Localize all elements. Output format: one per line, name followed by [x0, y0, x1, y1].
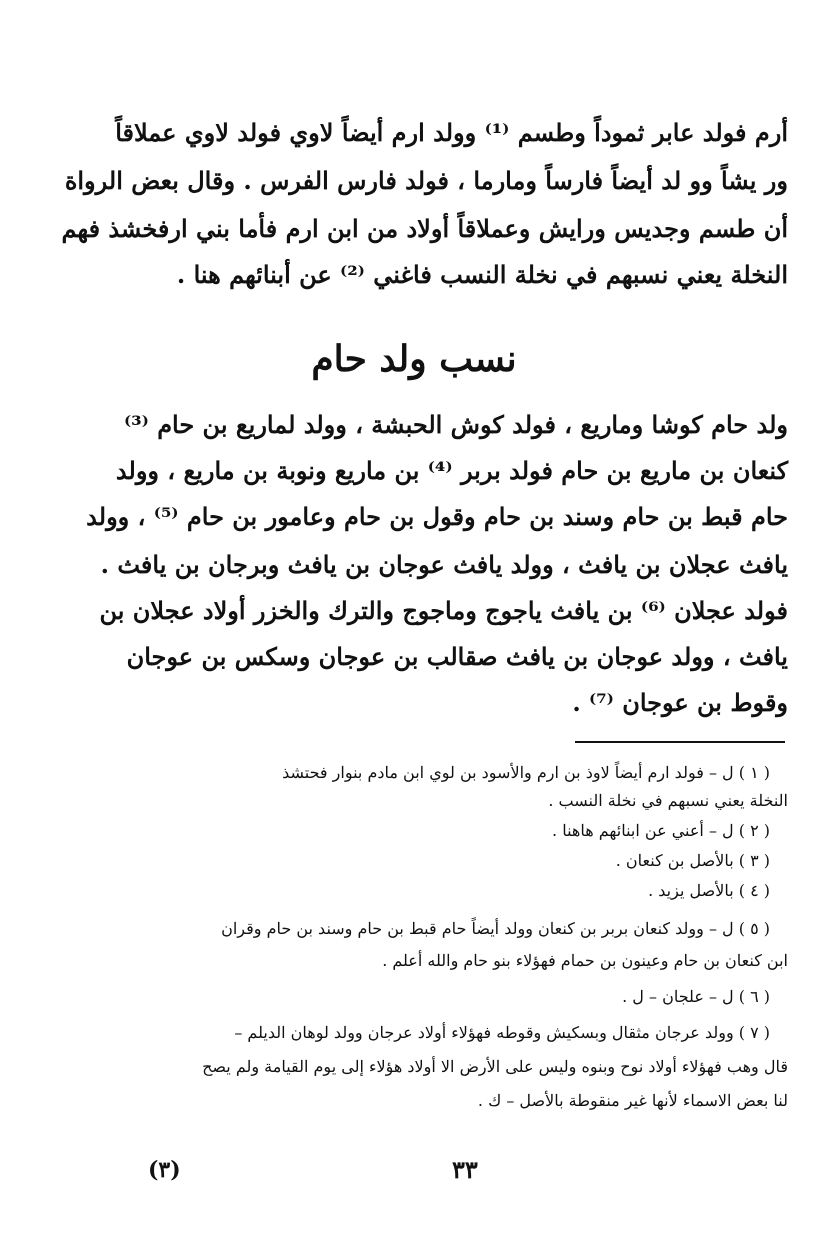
- page-number: ٣٣: [452, 1155, 478, 1184]
- paragraph-2-line-7: وقوط بن عوجان ⁽⁷⁾ .: [572, 688, 788, 717]
- paragraph-1-line-3: أن طسم وجديس ورايش وعملاقاً أولاد من ابن ارم فأما بني ارفخشذ فهم: [61, 214, 788, 243]
- paragraph-1-line-1: أرم فولد عابر ثموداً وطسم ⁽¹⁾ وولد ارم أيضاً لاوي فولد لاوي عملاقاً: [115, 118, 788, 147]
- paragraph-2-line-1: ولد حام كوشا وماريع ، فولد كوش الحبشة ، وولد لماريع بن حام ⁽³⁾: [124, 410, 788, 439]
- footnote-1-line-1: ( ١ ) ل – فولد ارم أيضاً لاوذ بن ارم والأسود بن لوي ابن مادم بنوار فحتشذ: [282, 763, 770, 782]
- footnote-7-line-2: قال وهب فهؤلاء أولاد نوح وبنوه وليس على الأرض الا أولاد هؤلاء إلى يوم القيامة ولم يصح: [202, 1057, 788, 1076]
- paragraph-1-line-4: النخلة يعني نسبهم في نخلة النسب فاغني ⁽²⁾ عن أبنائهم هنا .: [176, 260, 788, 289]
- paragraph-2-line-2: كنعان بن ماريع بن حام فولد بربر ⁽⁴⁾ بن ماريع ونوبة بن ماريع ، وولد: [115, 456, 788, 485]
- footnote-7-line-3: لنا بعض الاسماء لأنها غير منقوطة بالأصل – ك .: [477, 1091, 788, 1110]
- paragraph-2-line-3: حام قبط بن حام وسند بن حام وقول بن حام وعامور بن حام ⁽⁵⁾ ، وولد: [86, 502, 788, 531]
- signature-mark: (٣): [148, 1157, 181, 1183]
- paragraph-1-line-2: ور يشاً وو لد أيضاً فارساً ومارما ، فولد فارس الفرس . وقال بعض الرواة: [64, 166, 788, 195]
- paragraph-2-line-5: فولد عجلان ⁽⁶⁾ بن يافث ياجوج وماجوج والترك والخزر أولاد عجلان بن: [99, 596, 788, 625]
- footnote-5-line-2: ابن كنعان بن حام وعينون بن حمام فهؤلاء بنو حام والله أعلم .: [382, 951, 788, 970]
- footnote-separator: [575, 741, 785, 743]
- footnote-7-line-1: ( ٧ ) وولد عرجان مثقال وبسكيش وقوطه فهؤلاء أولاد عرجان وولد لوهان الديلم –: [234, 1023, 770, 1042]
- section-heading: نسب ولد حام: [311, 338, 517, 380]
- footnote-1-line-2: النخلة يعني نسبهم في نخلة النسب .: [548, 791, 788, 810]
- footnote-6: ( ٦ ) ل – علجان – ل .: [622, 987, 770, 1006]
- paragraph-2-line-4: يافث عجلان بن يافث ، وولد يافث عوجان بن يافث وبرجان بن يافث .: [100, 550, 788, 579]
- footnote-5-line-1: ( ٥ ) ل – وولد كنعان بربر بن كنعان وولد أيضاً حام قبط بن حام وسند بن حام وقران: [221, 919, 770, 938]
- paragraph-2-line-6: يافث ، وولد عوجان بن يافث صقالب بن عوجان وسكس بن عوجان: [126, 642, 788, 671]
- footnote-4: ( ٤ ) بالأصل يزيد .: [648, 881, 770, 900]
- footnote-3: ( ٣ ) بالأصل بن كنعان .: [615, 851, 770, 870]
- footnote-2: ( ٢ ) ل – أعني عن ابنائهم هاهنا .: [552, 821, 770, 840]
